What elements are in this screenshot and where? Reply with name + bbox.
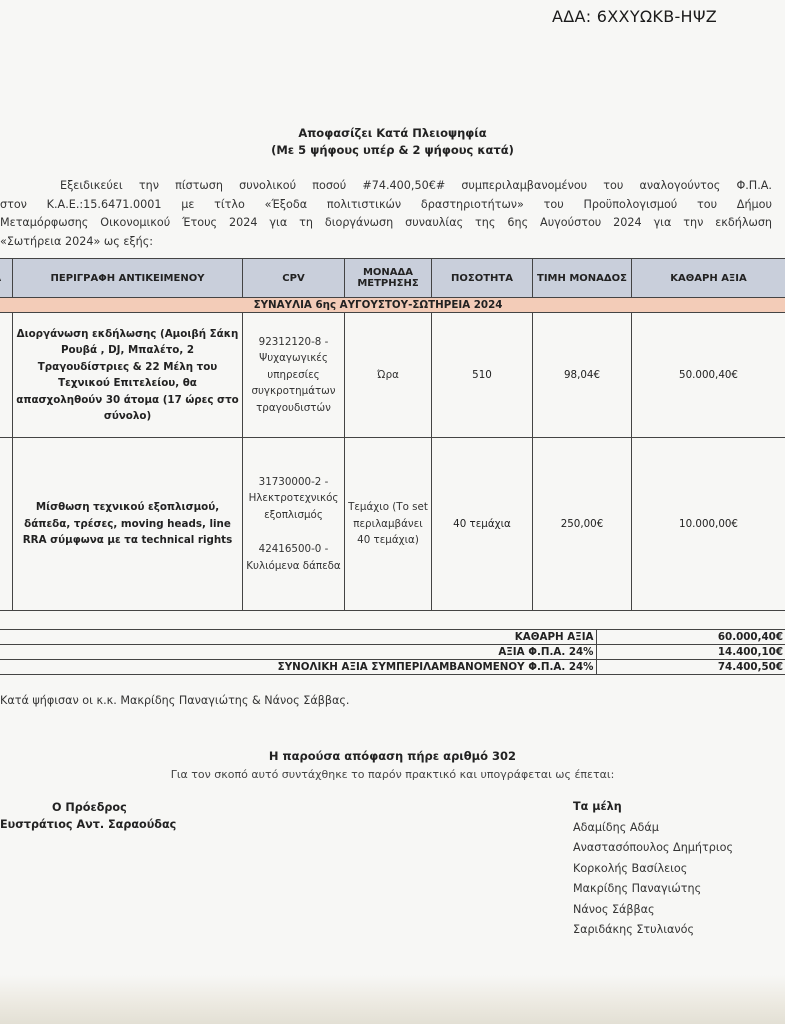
totals-row	[0, 645, 785, 660]
row-number	[0, 438, 13, 611]
totals-row	[0, 630, 785, 645]
member-name: Αναστασόπουλος Δημήτριος	[573, 841, 734, 854]
row-unit-price: 98,04€	[533, 313, 632, 438]
members-block	[573, 797, 733, 941]
votes-against-note: Κατά ψήφισαν οι κ.κ. Μακρίδης Παναγιώτης & Νάνος Σάββας.	[0, 694, 350, 707]
totals-row	[0, 660, 785, 675]
row-number	[0, 313, 13, 438]
row-description: Μίσθωση τεχνικού εξοπλισμού, δάπεδα, τρέσες, moving heads, line RRA σύμφωνα με τα technical rights	[13, 438, 243, 611]
totals-table	[0, 629, 785, 675]
decision-number: Η παρούσα απόφαση πήρε αριθμό 302	[268, 749, 517, 763]
president-title: Ο Πρόεδρος	[52, 801, 127, 814]
member-name: Αδαμίδης Αδάμ	[573, 820, 659, 834]
row-net-value: 10.000,00€	[632, 438, 785, 611]
row-description: Διοργάνωση εκδήλωσης (Αμοιβή Σάκη Ρουβά , DJ, Μπαλέτο, 2 Τραγουδίστριες & 22 Μέλη του Τεχνικού Επιτελείου, θα απασχοληθούν 30 άτομα (17 ώρες στο σύνολο)	[13, 313, 243, 438]
decision-paragraph	[0, 177, 772, 251]
header-cell	[0, 259, 13, 298]
table-header-row	[0, 259, 785, 298]
members-title: Τα μέλη	[573, 800, 622, 813]
member-name: Κορκολής Βασίλειος	[573, 861, 688, 875]
paragraph-line: Μεταμόρφωσης Οικονομικού Έτους 2024 για τη διοργάνωση συναυλίας της 6ης Αυγούστου 2024 για την εκδήλωση	[0, 216, 772, 229]
row-unit-price: 250,00€	[533, 438, 632, 611]
page-bottom-shadow	[0, 975, 785, 1024]
table-row	[0, 438, 785, 611]
row-net-value: 50.000,40€	[632, 313, 785, 438]
paragraph-line: «Σωτήρεια 2024» ως εξής:	[0, 234, 154, 248]
totals-value: 60.000,40€	[596, 630, 785, 645]
member-name: Μακρίδης Παναγιώτης	[573, 882, 702, 895]
paragraph-line: Εξειδικεύει την πίστωση συνολικού ποσού #74.400,50€# συμπεριλαμβανομένου του αναλογούντος Φ.Π.Α.	[60, 179, 772, 192]
table-row	[0, 313, 785, 438]
header-cell: ΜΟΝΑΔΑ ΜΕΤΡΗΣΗΣ	[345, 259, 432, 298]
row-unit: Ώρα	[345, 313, 432, 438]
totals-value: 14.400,10€	[596, 645, 785, 660]
totals-label: ΑΞΙΑ Φ.Π.Α. 24%	[0, 645, 596, 660]
president-name: Ευστράτιος Αντ. Σαραούδας	[0, 818, 177, 831]
decision-title: Αποφασίζει Κατά Πλειοψηφία	[298, 126, 487, 140]
header-cell: CPV	[243, 259, 345, 298]
totals-label: ΚΑΘΑΡΗ ΑΞΙΑ	[0, 630, 596, 645]
paragraph-line: στον Κ.Α.Ε.:15.6471.0001 με τίτλο «Έξοδα πολιτιστικών δραστηριοτήτων» του Προϋπολογισμού του Δήμου	[0, 197, 772, 211]
header-cell: ΤΙΜΗ ΜΟΝΑΔΟΣ	[533, 259, 632, 298]
row-quantity: 40 τεμάχια	[432, 438, 533, 611]
minutes-note: Για τον σκοπό αυτό συντάχθηκε το παρόν πρακτικό και υπογράφεται ως έπεται:	[170, 768, 615, 781]
member-name: Σαριδάκης Στυλιανός	[573, 923, 695, 936]
row-cpv-cell	[243, 438, 345, 611]
items-table	[0, 258, 785, 611]
totals-value: 74.400,50€	[596, 660, 785, 675]
member-name: Νάνος Σάββας	[573, 902, 655, 916]
header-cell: ΚΑΘΑΡΗ ΑΞΙΑ	[632, 259, 785, 298]
header-cell: ΠΕΡΙΓΡΑΦΗ ΑΝΤΙΚΕΙΜΕΝΟΥ	[13, 259, 243, 298]
row-cpv: 92312120-8 - Ψυχαγωγικές υπηρεσίες συγκροτημάτων τραγουδιστών	[243, 313, 345, 438]
header-cell: ΠΟΣΟΤΗΤΑ	[432, 259, 533, 298]
row-unit: Τεμάχιο (Το set περιλαμβάνει 40 τεμάχια)	[345, 438, 432, 611]
totals-label: ΣΥΝΟΛΙΚΗ ΑΞΙΑ ΣΥΜΠΕΡΙΛΑΜΒΑΝΟΜΕΝΟΥ Φ.Π.Α. 24%	[0, 660, 596, 675]
row-cpv-secondary: 42416500-0 - Κυλιόμενα δάπεδα	[246, 543, 341, 572]
section-title: ΣΥΝΑΥΛΙΑ 6ης ΑΥΓΟΥΣΤΟΥ-ΣΩΤΗΡΕΙΑ 2024	[0, 298, 785, 313]
ada-code: ΑΔΑ: 6ΧΧΥΩΚΒ-ΗΨΖ	[552, 7, 718, 26]
row-cpv: 31730000-2 - Ηλεκτροτεχνικός εξοπλισμός	[248, 475, 339, 521]
decision-votes: (Με 5 ψήφους υπέρ & 2 ψήφους κατά)	[271, 143, 514, 157]
section-row	[0, 298, 785, 313]
row-quantity: 510	[432, 313, 533, 438]
